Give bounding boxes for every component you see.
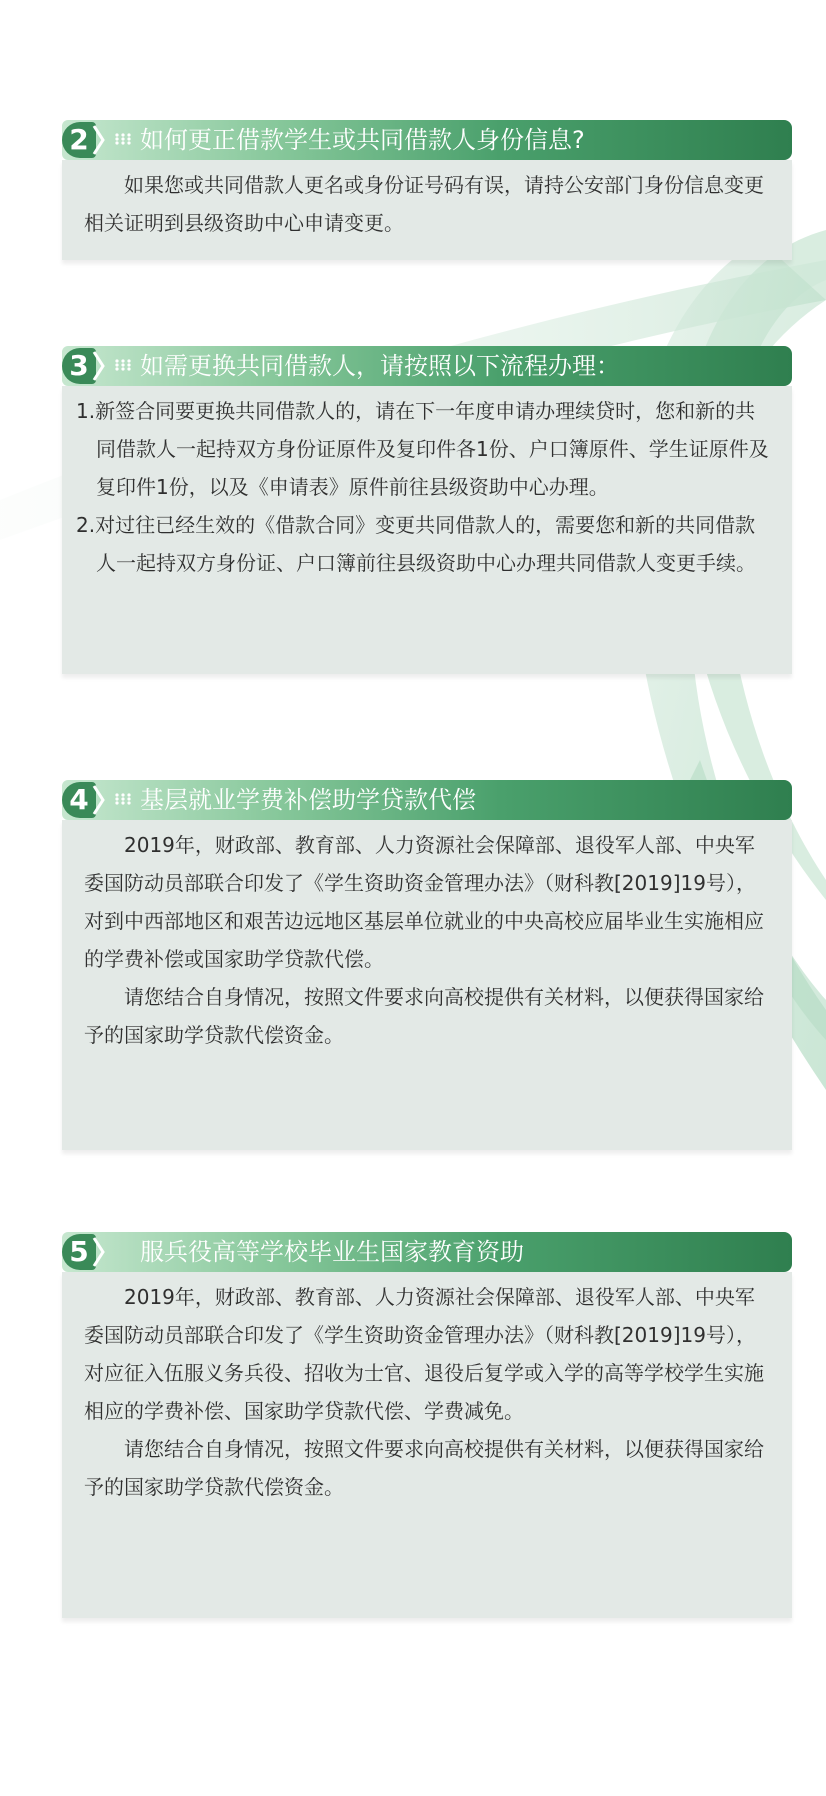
paragraph: 如果您或共同借款人更名或身份证号码有误，请持公安部门身份信息变更相关证明到县级资助中心申请变更。: [84, 173, 764, 235]
section-title: 如何更正借款学生或共同借款人身份信息?: [140, 126, 585, 154]
section-number-badge: 3: [62, 348, 96, 384]
section-header: [62, 120, 792, 160]
section-header: [62, 346, 792, 386]
chevron-right-icon: [92, 348, 106, 384]
list-item: 2.对过往已经生效的《借款合同》变更共同借款人的，需要您和新的共同借款人一起持双方身份证、户口簿前往县级资助中心办理共同借款人变更手续。: [76, 513, 756, 575]
section-header: [62, 780, 792, 820]
list-item: 1.新签合同要更换共同借款人的，请在下一年度申请办理续贷时，您和新的共同借款人一起持双方身份证原件及复印件各1份、户口簿原件、学生证原件及复印件1份，以及《申请表》原件前往县级资助中心办理。: [76, 399, 769, 499]
section-body: [62, 386, 792, 674]
paragraph: 请您结合自身情况，按照文件要求向高校提供有关材料，以便获得国家给予的国家助学贷款代偿资金。: [84, 985, 764, 1047]
section-title: 如需更换共同借款人，请按照以下流程办理：: [140, 352, 620, 380]
section-2: [62, 120, 792, 260]
section-5: [62, 1232, 792, 1618]
section-body: [62, 820, 792, 1150]
section-number-badge: 5: [62, 1234, 96, 1270]
dots-icon: [114, 132, 132, 146]
paragraph: 2019年，财政部、教育部、人力资源社会保障部、退役军人部、中央军委国防动员部联合印发了《学生资助资金管理办法》（财科教[2019]19号），对应征入伍服义务兵役、招收为士官、退役后复学或入学的高等学校学生实施相应的学费补偿、国家助学贷款代偿、学费减免。: [84, 1285, 764, 1423]
section-3: [62, 346, 792, 674]
section-header: [62, 1232, 792, 1272]
section-4: [62, 780, 792, 1150]
chevron-right-icon: [92, 1234, 106, 1270]
section-number-badge: 2: [62, 122, 96, 158]
section-title: 服兵役高等学校毕业生国家教育资助: [140, 1238, 524, 1266]
dots-icon: [114, 792, 132, 806]
chevron-right-icon: [92, 782, 106, 818]
section-body: [62, 160, 792, 260]
paragraph: 2019年，财政部、教育部、人力资源社会保障部、退役军人部、中央军委国防动员部联合印发了《学生资助资金管理办法》（财科教[2019]19号），对到中西部地区和艰苦边远地区基层单位就业的中央高校应届毕业生实施相应的学费补偿或国家助学贷款代偿。: [84, 833, 764, 971]
section-number-badge: 4: [62, 782, 96, 818]
section-title: 基层就业学费补偿助学贷款代偿: [140, 786, 476, 814]
dots-icon: [114, 358, 132, 372]
paragraph: 请您结合自身情况，按照文件要求向高校提供有关材料，以便获得国家给予的国家助学贷款代偿资金。: [84, 1437, 764, 1499]
chevron-right-icon: [92, 122, 106, 158]
section-body: [62, 1272, 792, 1618]
